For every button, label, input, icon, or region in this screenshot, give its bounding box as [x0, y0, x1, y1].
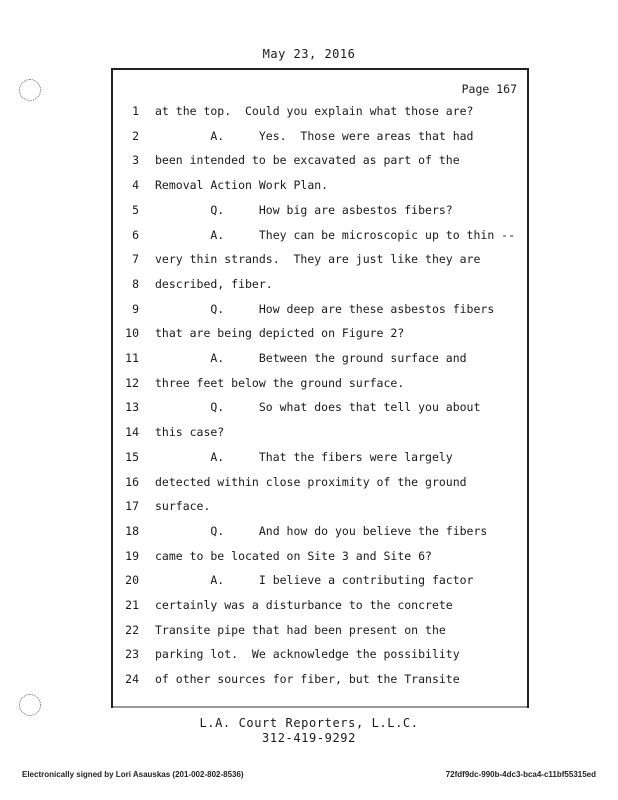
line-number: 1 — [132, 104, 139, 118]
hole-punch-mark — [19, 79, 41, 101]
line-text: detected within close proximity of the ground — [155, 474, 467, 489]
line-text: this case? — [155, 425, 225, 440]
line-text: A. Between the ground surface and — [155, 351, 467, 365]
transcript-line — [113, 178, 527, 194]
transcript-line — [113, 672, 527, 688]
transcript-line — [113, 499, 527, 515]
transcript-line — [113, 129, 527, 145]
line-number: 18 — [125, 523, 139, 538]
line-text: Q. So what does that tell you about — [155, 400, 481, 415]
transcript-line — [113, 277, 527, 293]
transcript-line — [113, 153, 527, 169]
transcript-line — [113, 400, 527, 416]
line-number: 3 — [132, 153, 139, 168]
transcript-line — [113, 573, 527, 589]
line-number: 8 — [132, 276, 139, 291]
line-text: A. That the fibers were largely — [155, 449, 453, 464]
line-number: 19 — [125, 548, 139, 563]
transcript-line — [113, 623, 527, 639]
page-number: Page 167 — [461, 82, 517, 96]
line-text: Q. How big are asbestos fibers? — [155, 202, 453, 217]
line-text: described, fiber. — [155, 276, 273, 291]
transcript-line — [113, 203, 527, 219]
line-text: at the top. Could you explain what those are? — [155, 104, 474, 118]
transcript-line — [113, 524, 527, 540]
line-text: been intended to be excavated as part of the — [155, 153, 460, 168]
transcript-date: May 23, 2016 — [262, 47, 356, 61]
hole-punch-mark — [19, 694, 41, 716]
line-text: A. I believe a contributing factor — [155, 573, 474, 588]
transcript-line — [113, 326, 527, 342]
line-number: 12 — [125, 375, 139, 390]
reporter-company: L.A. Court Reporters, L.L.C. — [199, 716, 419, 730]
transcript-line — [113, 376, 527, 392]
transcript-line — [113, 475, 527, 491]
line-text: Transite pipe that had been present on the — [155, 622, 446, 637]
line-text: A. Yes. Those were areas that had — [155, 128, 474, 143]
transcript-line — [113, 549, 527, 565]
line-number: 5 — [132, 202, 139, 217]
line-number: 17 — [125, 499, 139, 514]
line-number: 13 — [125, 400, 139, 415]
line-number: 20 — [125, 573, 139, 588]
transcript-line — [113, 351, 527, 367]
line-number: 6 — [132, 227, 139, 242]
transcript-page-frame — [111, 68, 529, 708]
line-number: 2 — [132, 128, 139, 143]
line-text: Q. And how do you believe the fibers — [155, 523, 488, 538]
electronic-signature-note: Electronically signed by Lori Asauskas (201-002-802-8536) — [22, 770, 244, 779]
line-text: that are being depicted on Figure 2? — [155, 326, 405, 341]
line-text: Q. How deep are these asbestos fibers — [155, 301, 495, 316]
line-text: Removal Action Work Plan. — [155, 178, 329, 193]
transcript-line — [113, 425, 527, 441]
line-number: 16 — [125, 474, 139, 489]
transcript-line — [113, 302, 527, 318]
line-number: 24 — [125, 672, 139, 687]
line-number: 10 — [125, 326, 139, 341]
line-text: very thin strands. They are just like they are — [155, 252, 481, 267]
reporter-phone: 312-419-9292 — [262, 731, 356, 745]
transcript-line — [113, 647, 527, 663]
line-number: 21 — [125, 598, 139, 612]
transcript-line — [113, 450, 527, 466]
transcript-line — [113, 228, 527, 244]
line-text: three feet below the ground surface. — [155, 375, 405, 390]
line-number: 23 — [125, 647, 139, 662]
document-hash-id: 72fdf9dc-990b-4dc3-bca4-c11bf55315ed — [445, 770, 596, 779]
line-number: 15 — [125, 449, 139, 464]
transcript-line — [113, 598, 527, 614]
line-text: A. They can be microscopic up to thin -- — [155, 227, 516, 242]
line-number: 7 — [132, 252, 139, 267]
line-number: 14 — [125, 425, 139, 440]
line-number: 9 — [132, 301, 139, 316]
line-text: parking lot. We acknowledge the possibility — [155, 647, 460, 662]
line-text: came to be located on Site 3 and Site 6? — [155, 548, 432, 563]
line-text: surface. — [155, 499, 211, 514]
line-text: certainly was a disturbance to the concrete — [155, 598, 453, 612]
frame-shadow — [113, 706, 527, 708]
line-number: 11 — [125, 351, 139, 365]
transcript-line — [113, 252, 527, 268]
line-number: 4 — [132, 178, 139, 193]
line-text: of other sources for fiber, but the Transite — [155, 672, 460, 687]
transcript-line — [113, 104, 527, 120]
line-number: 22 — [125, 622, 139, 637]
